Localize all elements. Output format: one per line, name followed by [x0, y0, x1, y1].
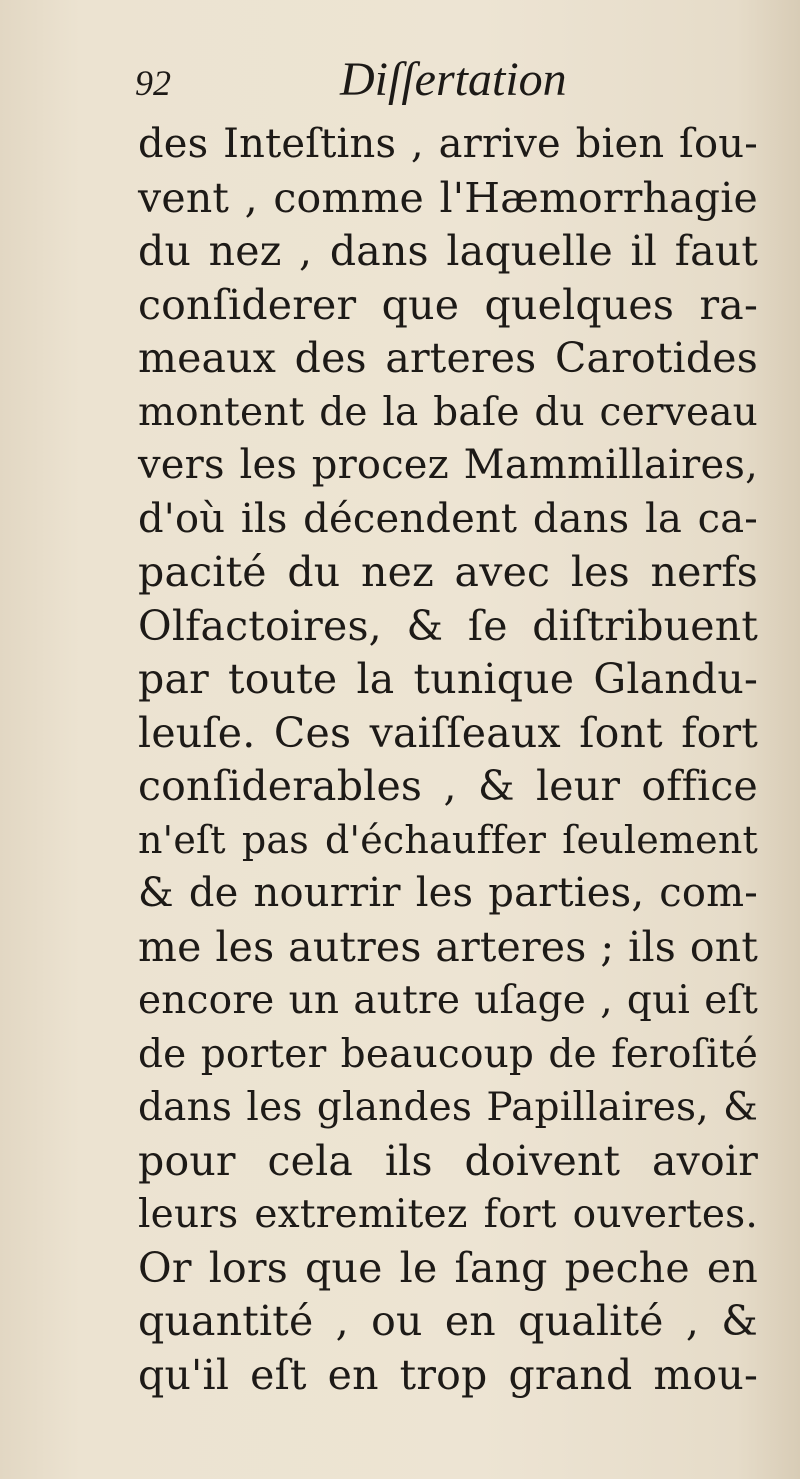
text-line: meaux des arteres Carotides — [138, 334, 758, 382]
text-line: n'eſt pas d'échauffer ſeulement — [138, 817, 758, 862]
text-line: dans les glandes Papillaires, & — [138, 1085, 758, 1130]
running-title: Diſſertation — [340, 53, 567, 106]
text-line: de porter beaucoup de feroſité — [138, 1031, 758, 1077]
text-line: conſiderables , & leur office — [138, 762, 758, 810]
text-line: Or lors que le ſang peche en — [138, 1243, 758, 1292]
page-number: 92 — [135, 63, 171, 103]
text-line: du nez , dans laquelle il faut — [138, 227, 758, 275]
text-line: leurs extremitez fort ouvertes. — [138, 1192, 758, 1237]
text-line: qu'il eſt en trop grand mou- — [138, 1350, 758, 1399]
text-line: des Inteſtins , arrive bien ſou- — [138, 121, 758, 167]
text-line: vers les procez Mammillaires, — [138, 442, 758, 488]
text-line: montent de la baſe du cerveau — [138, 389, 758, 435]
text-line: d'où ils décendent dans la ca- — [138, 495, 758, 542]
text-line: Olfactoires, & ſe diſtribuent — [138, 601, 758, 650]
text-line: me les autres arteres ; ils ont — [138, 922, 758, 971]
text-line: par toute la tunique Glandu- — [138, 655, 758, 703]
text-line: & de nourrir les parties, com- — [138, 870, 758, 916]
body-text — [138, 118, 758, 1402]
text-line: pacité du nez avec les nerfs — [138, 548, 758, 596]
text-line: leuſe. Ces vaiſſeaux ſont fort — [138, 708, 758, 757]
text-line: encore un autre uſage , qui eſt — [138, 978, 758, 1023]
text-line: pour cela ils doivent avoir — [138, 1136, 758, 1185]
text-line: vent , comme l'Hæmorrhagie — [138, 173, 758, 222]
text-line: conſiderer que quelques ra- — [138, 280, 758, 329]
text-line: quantité , ou en qualité , & — [138, 1297, 758, 1345]
running-head — [135, 52, 735, 112]
